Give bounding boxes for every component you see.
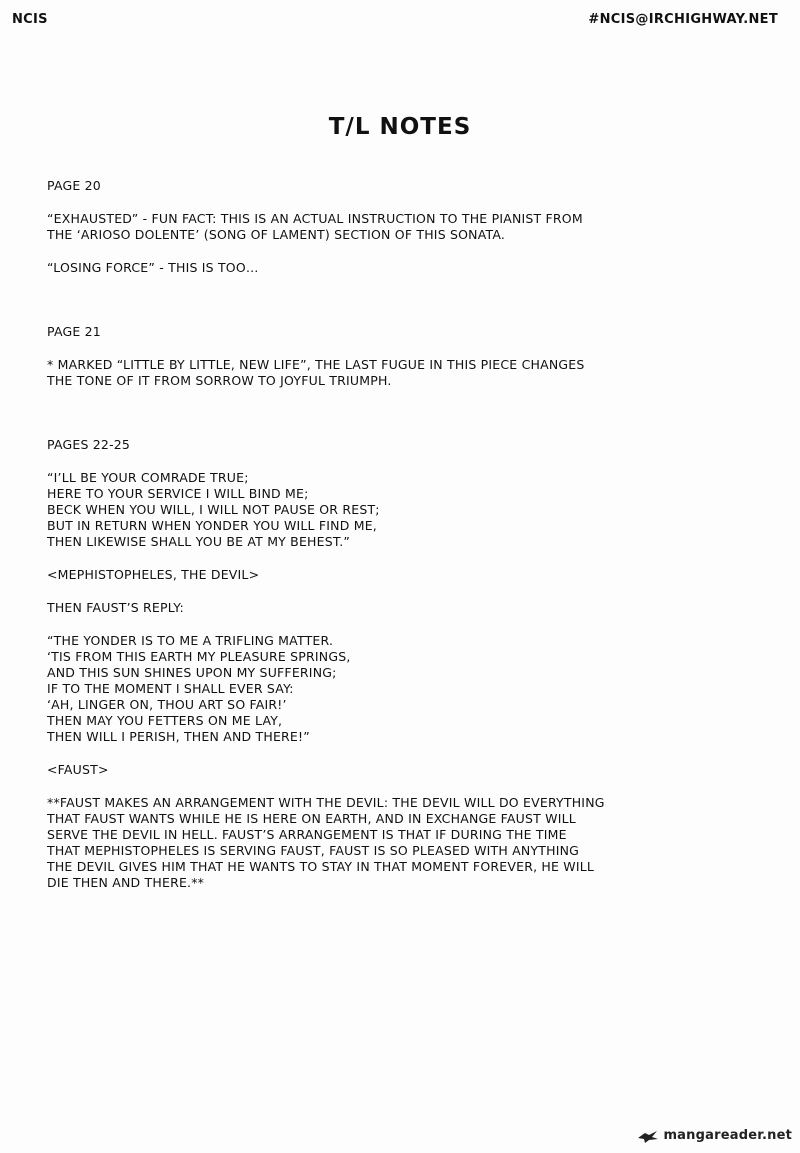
note-line: AND THIS SUN SHINES UPON MY SUFFERING; bbox=[47, 665, 337, 680]
irc-channel: #NCIS@IRCHIGHWAY.NET bbox=[588, 12, 778, 27]
note-line: “I’LL BE YOUR COMRADE TRUE; bbox=[47, 470, 249, 485]
note-paragraph bbox=[47, 567, 647, 583]
page-title: T/L NOTES bbox=[328, 114, 472, 140]
group-name: NCIS bbox=[12, 12, 48, 27]
note-line: THAT MEPHISTOPHELES IS SERVING FAUST, FAUST IS SO PLEASED WITH ANYTHING bbox=[47, 843, 580, 858]
section-heading: PAGE 21 bbox=[47, 324, 101, 339]
note-paragraph bbox=[47, 260, 647, 276]
notes-body bbox=[47, 178, 647, 891]
paragraph-spacer bbox=[47, 453, 647, 470]
note-paragraph bbox=[47, 633, 647, 745]
paragraph-spacer bbox=[47, 550, 647, 567]
note-line: DIE THEN AND THERE.** bbox=[47, 875, 205, 890]
note-line: * MARKED “LITTLE BY LITTLE, NEW LIFE”, THE LAST FUGUE IN THIS PIECE CHANGES bbox=[47, 357, 585, 372]
note-line: “LOSING FORCE” - THIS IS TOO… bbox=[47, 260, 259, 275]
paragraph-spacer bbox=[47, 616, 647, 633]
note-line: “EXHAUSTED” - FUN FACT: THIS IS AN ACTUAL INSTRUCTION TO THE PIANIST FROM bbox=[47, 211, 583, 226]
note-paragraph bbox=[47, 762, 647, 778]
note-line: SERVE THE DEVIL IN HELL. FAUST’S ARRANGEMENT IS THAT IF DURING THE TIME bbox=[47, 827, 567, 842]
note-paragraph bbox=[47, 600, 647, 616]
paragraph-spacer bbox=[47, 194, 647, 211]
note-paragraph bbox=[47, 357, 647, 389]
note-line: THE TONE OF IT FROM SORROW TO JOYFUL TRIUMPH. bbox=[47, 373, 392, 388]
paragraph-spacer bbox=[47, 778, 647, 795]
bird-logo-icon bbox=[637, 1129, 659, 1143]
note-line: THEN MAY YOU FETTERS ON ME LAY, bbox=[47, 713, 283, 728]
paragraph-spacer bbox=[47, 243, 647, 260]
section-spacer bbox=[47, 389, 647, 437]
section-heading: PAGE 20 bbox=[47, 178, 101, 193]
note-line: BECK WHEN YOU WILL, I WILL NOT PAUSE OR REST; bbox=[47, 502, 380, 517]
paragraph-spacer bbox=[47, 340, 647, 357]
note-line: THEN WILL I PERISH, THEN AND THERE!” bbox=[47, 729, 310, 744]
note-line: HERE TO YOUR SERVICE I WILL BIND ME; bbox=[47, 486, 309, 501]
note-line: **FAUST MAKES AN ARRANGEMENT WITH THE DEVIL: THE DEVIL WILL DO EVERYTHING bbox=[47, 795, 605, 810]
note-line: ‘AH, LINGER ON, THOU ART SO FAIR!’ bbox=[47, 697, 287, 712]
note-line: IF TO THE MOMENT I SHALL EVER SAY: bbox=[47, 681, 294, 696]
paragraph-spacer bbox=[47, 583, 647, 600]
note-paragraph bbox=[47, 795, 647, 891]
note-line: THE ‘ARIOSO DOLENTE’ (SONG OF LAMENT) SECTION OF THIS SONATA. bbox=[47, 227, 506, 242]
note-line: ‘TIS FROM THIS EARTH MY PLEASURE SPRINGS, bbox=[47, 649, 351, 664]
note-paragraph bbox=[47, 211, 647, 243]
note-line: THAT FAUST WANTS WHILE HE IS HERE ON EARTH, AND IN EXCHANGE FAUST WILL bbox=[47, 811, 576, 826]
paragraph-spacer bbox=[47, 745, 647, 762]
note-line: “THE YONDER IS TO ME A TRIFLING MATTER. bbox=[47, 633, 334, 648]
section-heading: PAGES 22-25 bbox=[47, 437, 131, 452]
note-line: THEN LIKEWISE SHALL YOU BE AT MY BEHEST.” bbox=[47, 534, 351, 549]
note-line: <FAUST> bbox=[47, 762, 109, 777]
section-spacer bbox=[47, 276, 647, 324]
note-line: <MEPHISTOPHELES, THE DEVIL> bbox=[47, 567, 260, 582]
note-line: THE DEVIL GIVES HIM THAT HE WANTS TO STAY IN THAT MOMENT FOREVER, HE WILL bbox=[47, 859, 595, 874]
note-line: BUT IN RETURN WHEN YONDER YOU WILL FIND ME, bbox=[47, 518, 377, 533]
note-paragraph bbox=[47, 470, 647, 550]
note-line: THEN FAUST’S REPLY: bbox=[47, 600, 184, 615]
watermark bbox=[637, 1128, 792, 1143]
watermark-text: mangareader.net bbox=[663, 1128, 792, 1143]
